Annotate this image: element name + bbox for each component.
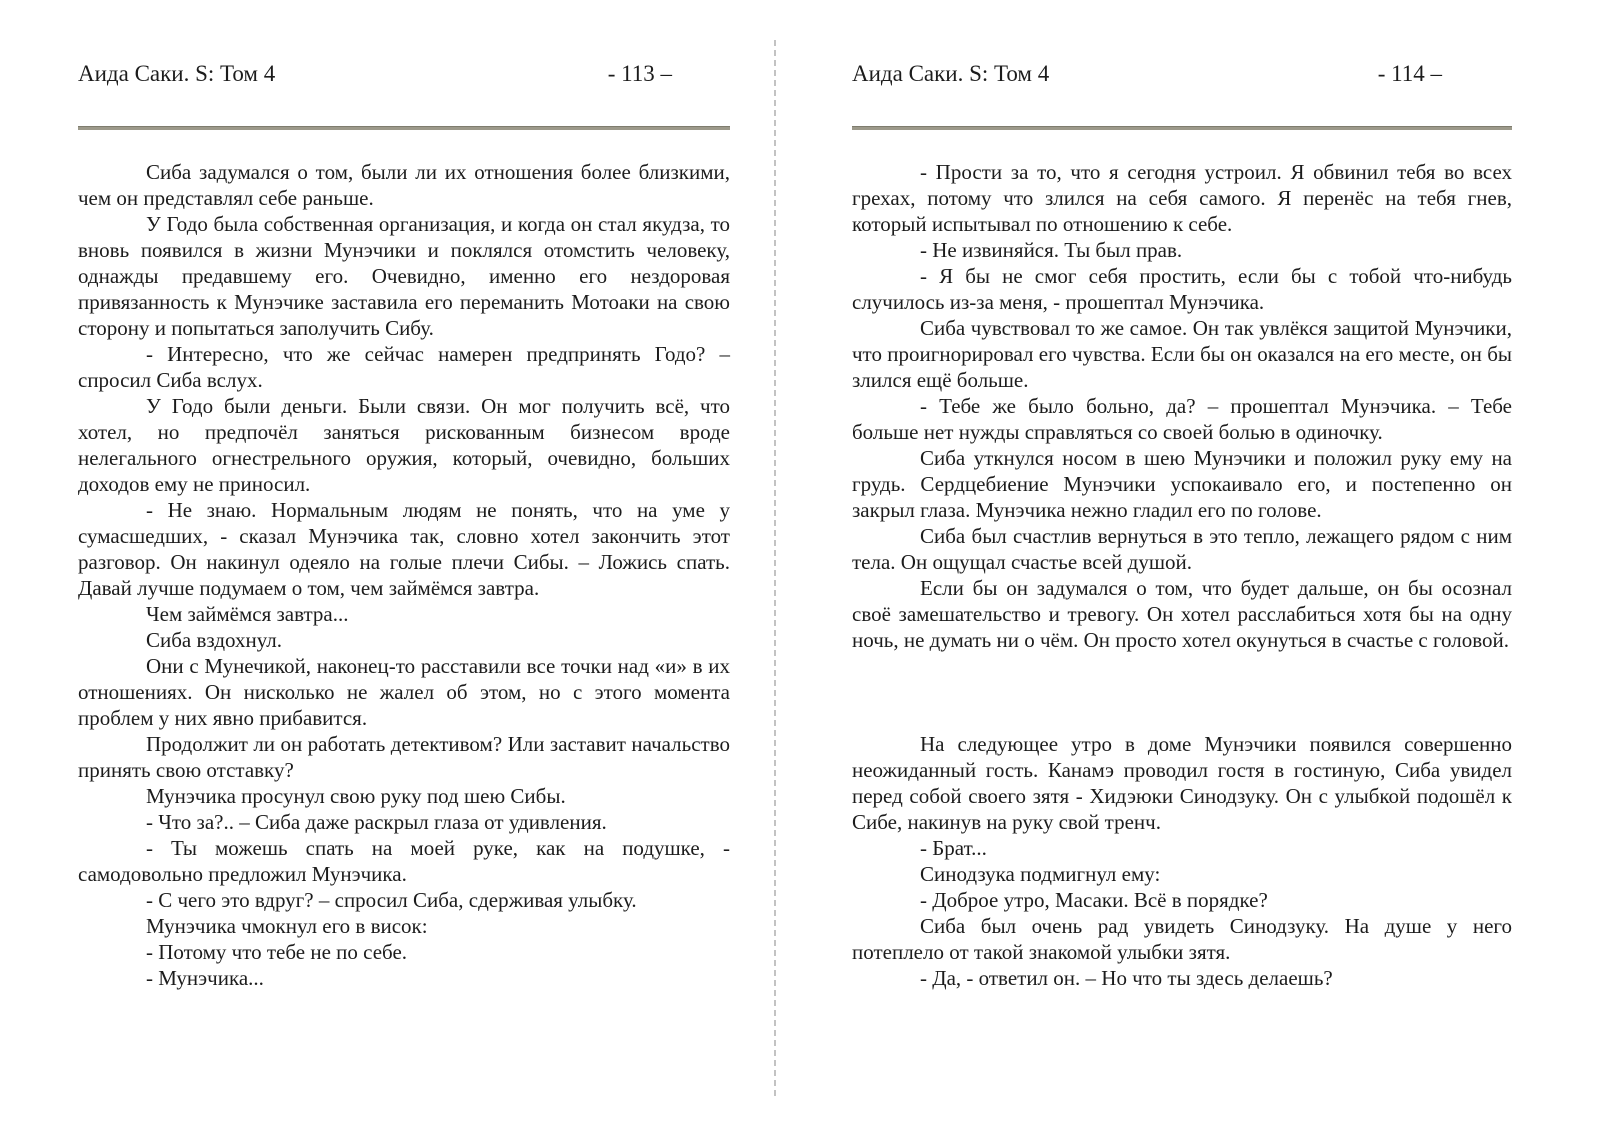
paragraph: Сиба уткнулся носом в шею Мунэчики и положил руку ему на грудь. Сердцебиение Мунэчики успокаивало его, и постепенно он закрыл глаза. Мунэчика нежно гладил его по голове.: [852, 446, 1512, 522]
page-body: [852, 159, 1512, 991]
page-number: - 114 –: [1377, 61, 1442, 86]
paragraph: - Мунэчика...: [146, 966, 264, 990]
paragraph: - Не знаю. Нормальным людям не понять, что на уме у сумасшедших, - сказал Мунэчика так, словно хотел закончить этот разговор. Он накинул одеяло на голые плечи Сибы. – Ложись спать. Давай лучше подумаем о том, чем займёмся завтра.: [78, 498, 730, 600]
paragraph: Мунэчика просунул свою руку под шею Сибы.: [146, 784, 566, 808]
paragraph: Синодзука подмигнул ему:: [920, 862, 1161, 886]
page-header: [78, 60, 730, 88]
paragraph: - Да, - ответил он. – Но что ты здесь делаешь?: [920, 966, 1333, 990]
header-rule: [78, 126, 730, 130]
running-title: Аида Саки. S: Том 4: [78, 61, 276, 86]
paragraph: Сиба чувствовал то же самое. Он так увлёкся защитой Мунэчики, что проигнорировал его чувства. Если бы он оказался на его месте, он бы злился ещё больше.: [852, 316, 1512, 392]
paragraph: - Брат...: [920, 836, 987, 860]
page-body: [78, 159, 730, 991]
page-113: [78, 60, 730, 991]
running-title: Аида Саки. S: Том 4: [852, 61, 1050, 86]
paragraph: - Тебе же было больно, да? – прошептал Мунэчика. – Тебе больше нет нужды справляться со своей болью в одиночку.: [852, 394, 1512, 444]
paragraph: - С чего это вдруг? – спросил Сиба, сдерживая улыбку.: [146, 888, 637, 912]
paragraph: Чем займёмся завтра...: [146, 602, 349, 626]
page-114: [852, 60, 1512, 991]
header-rule: [852, 126, 1512, 130]
page-number: - 113 –: [607, 61, 672, 86]
paragraph: - Не извиняйся. Ты был прав.: [920, 238, 1183, 262]
paragraph: Сиба вздохнул.: [146, 628, 283, 652]
paragraph: - Ты можешь спать на моей руке, как на подушке, - самодовольно предложил Мунэчика.: [78, 836, 730, 886]
paragraph: Если бы он задумался о том, что будет дальше, он бы осознал своё замешательство и тревогу. Он хотел расслабиться хотя бы на одну ночь, не думать ни о чём. Он просто хотел окунуться в счастье с головой.: [852, 576, 1512, 652]
paragraph: - Я бы не смог себя простить, если бы с тобой что-нибудь случилось из-за меня, - прошептал Мунэчика.: [852, 264, 1512, 314]
page-gutter-divider: [774, 40, 776, 1096]
scene-break: [852, 653, 1512, 731]
paragraph: Сиба задумался о том, были ли их отношения более близкими, чем он представлял себе раньше.: [78, 160, 730, 210]
page-header: [852, 60, 1512, 88]
paragraph: - Интересно, что же сейчас намерен предпринять Годо? – спросил Сиба вслух.: [78, 342, 730, 392]
paragraph: - Что за?.. – Сиба даже раскрыл глаза от удивления.: [146, 810, 607, 834]
paragraph: - Потому что тебе не по себе.: [146, 940, 408, 964]
paragraph: У Годо была собственная организация, и когда он стал якудза, то вновь появился в жизни Мунэчики и поклялся отомстить человеку, однажды предавшему его. Очевидно, именно его нездоровая привязанность к Мунэчике заставила его переманить Мотоаки на свою сторону и попытаться заполучить Сибу.: [78, 212, 730, 340]
paragraph: Мунэчика чмокнул его в висок:: [146, 914, 428, 938]
paragraph: Сиба был очень рад увидеть Синодзуку. На душе у него потеплело от такой знакомой улыбки зятя.: [852, 914, 1512, 964]
paragraph: - Доброе утро, Масаки. Всё в порядке?: [920, 888, 1268, 912]
paragraph: Сиба был счастлив вернуться в это тепло, лежащего рядом с ним тела. Он ощущал счастье всей душой.: [852, 524, 1512, 574]
paragraph: Продолжит ли он работать детективом? Или заставит начальство принять свою отставку?: [78, 732, 730, 782]
paragraph: - Прости за то, что я сегодня устроил. Я обвинил тебя во всех грехах, потому что злился на себя самого. Я перенёс на тебя гнев, который испытывал по отношению к себе.: [852, 160, 1512, 236]
paragraph: На следующее утро в доме Мунэчики появился совершенно неожиданный гость. Канамэ проводил гостя в гостиную, Сиба увидел перед собой своего зятя - Хидэюки Синодзуку. Он с улыбкой подошёл к Сибе, накинув на руку свой тренч.: [852, 732, 1512, 834]
paragraph: У Годо были деньги. Были связи. Он мог получить всё, что хотел, но предпочёл заняться рискованным бизнесом вроде нелегального огнестрельного оружия, который, очевидно, больших доходов ему не приносил.: [78, 394, 730, 496]
paragraph: Они с Мунечикой, наконец-то расставили все точки над «и» в их отношениях. Он нисколько не жалел об этом, но с этого момента проблем у них явно прибавится.: [78, 654, 730, 730]
